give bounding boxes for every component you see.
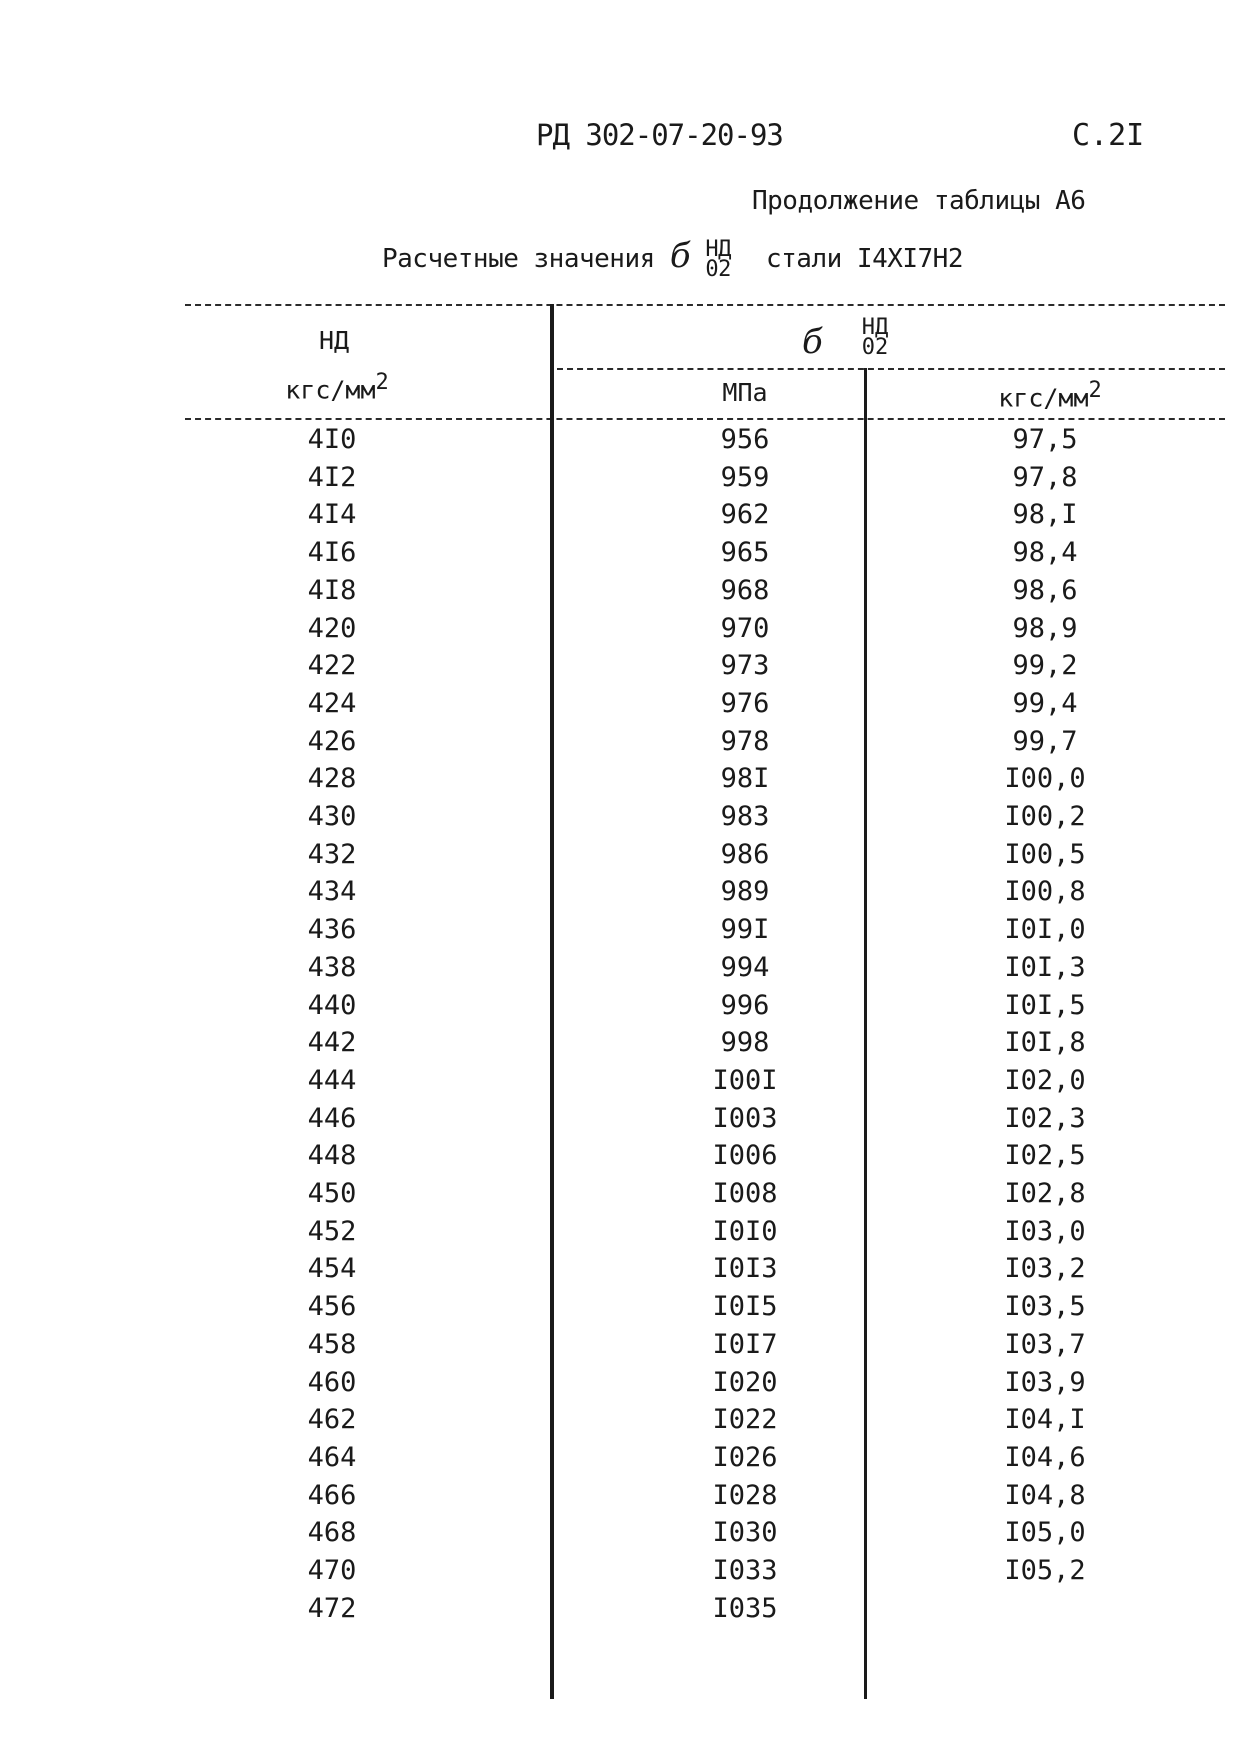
mpa-value: 986	[720, 838, 770, 870]
nd-value: 462	[307, 1404, 357, 1436]
mpa-value: 998	[720, 1027, 770, 1059]
nd-value: 426	[307, 725, 357, 757]
subheader-kgs-unit: кгс/мм	[998, 383, 1089, 413]
table-row	[0, 1024, 1254, 1062]
table-continuation-label: Продолжение таблицы А6	[752, 186, 1086, 216]
kgs-value: I03,0	[1004, 1215, 1086, 1247]
table-row	[0, 1250, 1254, 1288]
table-row	[0, 685, 1254, 723]
nd-value: 452	[307, 1215, 357, 1247]
table-row	[0, 534, 1254, 572]
nd-value: 466	[307, 1479, 357, 1511]
table-caption	[382, 236, 963, 280]
group-header	[802, 322, 823, 362]
nd-value: 458	[307, 1328, 357, 1360]
table-row	[0, 1213, 1254, 1251]
nd-value: 464	[307, 1441, 357, 1473]
kgs-value: 98,9	[1012, 612, 1078, 644]
group-sigma-symbol: б	[802, 322, 823, 362]
mpa-value: I035	[712, 1592, 778, 1624]
kgs-value: 99,7	[1012, 725, 1078, 757]
page-number: С.2I	[1072, 118, 1145, 153]
nd-value: 4I4	[307, 499, 357, 531]
kgs-value: I02,3	[1004, 1102, 1086, 1134]
table-row	[0, 647, 1254, 685]
nd-value: 440	[307, 989, 357, 1021]
mpa-value: 956	[720, 424, 770, 455]
col1-header-unit: кгс/мм	[285, 375, 376, 405]
table-row	[0, 873, 1254, 911]
nd-value: 4I6	[307, 537, 357, 569]
kgs-value: I00,0	[1004, 763, 1086, 795]
table-row	[0, 798, 1254, 836]
table-row	[0, 459, 1254, 497]
table-row	[0, 1552, 1254, 1590]
mpa-value: I030	[712, 1517, 778, 1549]
table-row	[0, 610, 1254, 648]
table-row	[0, 760, 1254, 798]
mpa-value: I0I3	[712, 1253, 778, 1285]
nd-value: 4I0	[307, 424, 357, 455]
table-row	[0, 1288, 1254, 1326]
col1-header-exp: 2	[375, 370, 389, 395]
col1-header-line1: НД	[318, 326, 350, 355]
mpa-value: 959	[720, 461, 770, 493]
table-row	[0, 1100, 1254, 1138]
subheader-mpa: МПа	[722, 378, 768, 407]
kgs-value: I02,5	[1004, 1140, 1086, 1172]
group-header-index	[850, 315, 900, 360]
mpa-value: I020	[712, 1366, 778, 1398]
kgs-value: 98,4	[1012, 537, 1078, 569]
caption-suffix: стали I4XI7Н2	[766, 244, 963, 274]
nd-value: 4I2	[307, 461, 357, 493]
kgs-value: I00,5	[1004, 838, 1086, 870]
mpa-value: 989	[720, 876, 770, 908]
subheader-kgs	[975, 378, 1125, 412]
table-row	[0, 1401, 1254, 1439]
caption-index-sup: НД	[705, 236, 731, 262]
kgs-value: I0I,5	[1004, 989, 1086, 1021]
document-code: РД 302-07-20-93	[536, 118, 783, 152]
mpa-value: 965	[720, 537, 770, 569]
nd-value: 470	[307, 1555, 357, 1586]
kgs-value: I02,0	[1004, 1064, 1086, 1096]
nd-value: 468	[307, 1517, 357, 1549]
mpa-value: 983	[720, 801, 770, 832]
kgs-value: I03,9	[1004, 1366, 1086, 1398]
mpa-value: 976	[720, 687, 770, 719]
mpa-value: I022	[712, 1404, 778, 1436]
kgs-value: I03,5	[1004, 1291, 1086, 1323]
table-row	[0, 421, 1254, 459]
kgs-value: I0I,8	[1004, 1027, 1086, 1059]
kgs-value: I0I,3	[1004, 951, 1086, 983]
kgs-value: I04,6	[1004, 1441, 1086, 1473]
nd-value: 436	[307, 914, 357, 946]
kgs-value: I04,8	[1004, 1479, 1086, 1511]
nd-value: 450	[307, 1178, 357, 1209]
caption-prefix: Расчетные значения	[382, 244, 655, 274]
kgs-value: 99,2	[1012, 650, 1078, 682]
kgs-value: 98,I	[1012, 499, 1078, 531]
nd-value: 444	[307, 1064, 357, 1096]
col1-header-line2	[272, 370, 402, 404]
mpa-value: 978	[720, 725, 770, 757]
mpa-value: 973	[720, 650, 770, 682]
mpa-value: I006	[712, 1140, 778, 1172]
table-row	[0, 911, 1254, 949]
kgs-value: I05,2	[1004, 1555, 1086, 1586]
nd-value: 454	[307, 1253, 357, 1285]
table-row	[0, 836, 1254, 874]
group-header-rule	[557, 368, 1225, 370]
mpa-value: I033	[712, 1555, 778, 1586]
kgs-value: 99,4	[1012, 687, 1078, 719]
mpa-value: I008	[712, 1178, 778, 1209]
group-header-sup: НД	[861, 315, 889, 340]
mpa-value: 996	[720, 989, 770, 1021]
kgs-value: I0I,0	[1004, 914, 1086, 946]
nd-value: 446	[307, 1102, 357, 1134]
table-row	[0, 987, 1254, 1025]
kgs-value: 98,6	[1012, 574, 1078, 606]
mpa-value: 98I	[720, 763, 770, 795]
kgs-value: 97,5	[1012, 424, 1078, 455]
header-bottom-rule	[185, 418, 1225, 420]
nd-value: 438	[307, 951, 357, 983]
mpa-value: I0I0	[712, 1215, 778, 1247]
kgs-value: I05,0	[1004, 1517, 1086, 1549]
nd-value: 448	[307, 1140, 357, 1172]
table-row	[0, 949, 1254, 987]
mpa-value: I00I	[712, 1064, 778, 1096]
kgs-value: I00,8	[1004, 876, 1086, 908]
group-header-sub: 02	[861, 335, 889, 360]
nd-value: 434	[307, 876, 357, 908]
mpa-value: 970	[720, 612, 770, 644]
mpa-value: 994	[720, 951, 770, 983]
table-row	[0, 1137, 1254, 1175]
caption-index	[705, 236, 731, 282]
nd-value: 472	[307, 1592, 357, 1624]
table-row	[0, 1477, 1254, 1515]
mpa-value: 968	[720, 574, 770, 606]
mpa-value: I0I7	[712, 1328, 778, 1360]
table-row	[0, 1062, 1254, 1100]
nd-value: 460	[307, 1366, 357, 1398]
table-top-rule	[185, 304, 1225, 306]
table-row	[0, 572, 1254, 610]
nd-value: 456	[307, 1291, 357, 1323]
sigma-symbol: б	[669, 236, 691, 276]
caption-index-sub: 02	[705, 256, 731, 282]
subheader-kgs-exp: 2	[1088, 378, 1102, 403]
table-row	[0, 1439, 1254, 1477]
mpa-value: I028	[712, 1479, 778, 1511]
nd-value: 424	[307, 687, 357, 719]
table-row	[0, 1364, 1254, 1402]
kgs-value: I04,I	[1004, 1404, 1086, 1436]
mpa-value: I026	[712, 1441, 778, 1473]
table-row	[0, 1326, 1254, 1364]
nd-value: 432	[307, 838, 357, 870]
kgs-value: I02,8	[1004, 1178, 1086, 1209]
nd-value: 420	[307, 612, 357, 644]
table-row	[0, 496, 1254, 534]
mpa-value: I003	[712, 1102, 778, 1134]
nd-value: 4I8	[307, 574, 357, 606]
kgs-value: 97,8	[1012, 461, 1078, 493]
kgs-value: I00,2	[1004, 801, 1086, 832]
mpa-value: 962	[720, 499, 770, 531]
mpa-value: I0I5	[712, 1291, 778, 1323]
table-row	[0, 723, 1254, 761]
kgs-value: I03,7	[1004, 1328, 1086, 1360]
nd-value: 442	[307, 1027, 357, 1059]
nd-value: 430	[307, 801, 357, 832]
table-row	[0, 1514, 1254, 1552]
table-row	[0, 1175, 1254, 1213]
mpa-value: 99I	[720, 914, 770, 946]
nd-value: 422	[307, 650, 357, 682]
kgs-value: I03,2	[1004, 1253, 1086, 1285]
nd-value: 428	[307, 763, 357, 795]
table-row	[0, 1590, 1254, 1628]
